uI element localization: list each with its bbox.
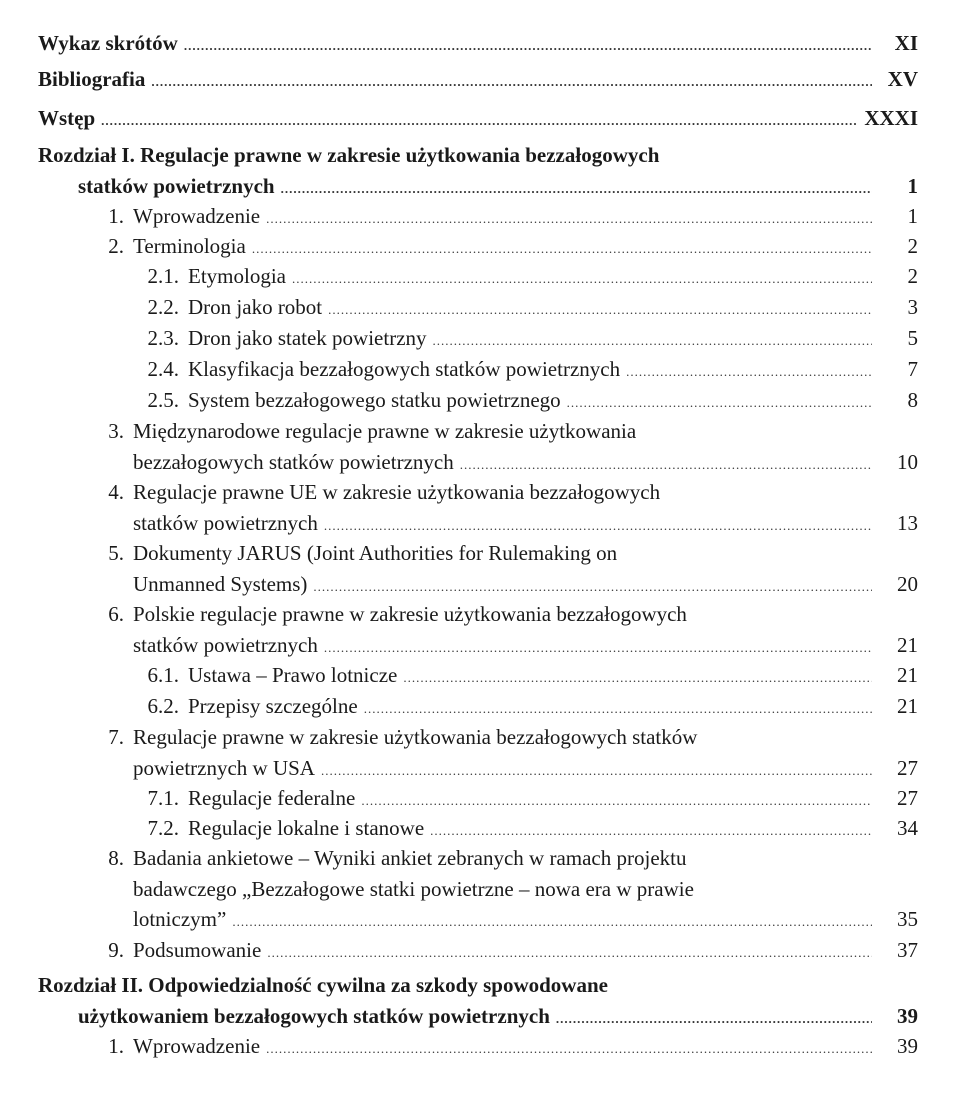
page-number: 3 [907,295,918,319]
toc-title: lotniczym” [133,907,227,931]
toc-title: Unmanned Systems) [133,571,308,596]
toc-title: powietrznych w USA [133,755,315,780]
toc-title: Wprowadzenie [133,1034,261,1058]
page-number: XI [894,31,918,55]
toc-title: Regulacje prawne UE w zakresie użytkowania bezzałogowych [133,480,661,504]
toc-title: Regulacje lokalne i stanowe [188,816,425,840]
toc-number: 7.2. [147,816,179,840]
toc-entry [38,477,918,538]
page-number: 1 [907,204,918,228]
toc-entry [38,722,918,783]
toc-entry [38,140,918,201]
toc-entry [38,385,918,416]
toc-title: Wykaz skrótów [38,31,178,55]
toc-line-leader [38,28,918,58]
dot-leader [430,816,872,846]
toc-title: statków powietrznych [133,510,318,535]
toc-line [38,970,918,1000]
page-number: 2 [907,264,918,288]
toc-line-leader [38,385,918,415]
toc-line-leader [38,508,918,538]
toc-title: bezzałogowych statków powietrznych [133,449,454,474]
dot-leader [313,572,872,602]
dot-leader [266,1034,872,1064]
toc-entry [38,292,918,323]
toc-title: Rozdział I. Regulacje prawne w zakresie użytkowania bezzałogowych [38,143,660,167]
toc-number: 5. [108,541,124,565]
toc-line-leader [38,64,918,94]
toc-title: System bezzałogowego statku powietrznego [188,388,561,412]
toc-line-leader [38,660,918,690]
toc-line-leader [38,231,918,261]
toc-title: Dron jako statek powietrzny [188,326,427,350]
toc-line-leader [38,171,918,201]
dot-leader [267,938,872,968]
dot-leader [364,694,872,724]
page-number: 7 [907,357,918,381]
page-number: 20 [897,571,918,596]
toc-line-leader [38,1001,918,1031]
toc-title: Wstęp [38,106,96,130]
page-number: 35 [897,907,918,931]
toc-number: 2.4. [147,357,179,381]
toc-number: 7.1. [147,786,179,810]
toc-title: Dron jako robot [188,295,323,319]
toc-entry [38,783,918,814]
toc-entry [38,323,918,354]
dot-leader [266,204,872,234]
toc-line-leader [38,323,918,353]
dot-leader [324,633,872,663]
toc-line [38,477,918,507]
toc-title: Przepisy szczególne [188,694,358,718]
dot-leader [460,450,872,480]
toc-number: 2.2. [147,295,179,319]
toc-line-leader [38,201,918,231]
toc-title: Polskie regulacje prawne w zakresie użytkowania bezzałogowych [133,602,687,626]
toc-entry [38,599,918,660]
toc-entry [38,354,918,385]
toc-title: Rozdział II. Odpowiedzialność cywilna za szkody spowodowane [38,973,608,997]
page-number: 21 [897,694,918,718]
toc-line-leader [38,813,918,843]
toc-number: 9. [108,938,124,962]
toc-title: Ustawa – Prawo lotnicze [188,663,398,687]
page-number: 34 [897,816,918,840]
toc-number: 1. [108,1034,124,1058]
toc-line-leader [38,630,918,660]
toc-title: Regulacje federalne [188,786,356,810]
page-number: 27 [897,755,918,780]
toc-line-leader [38,783,918,813]
toc-number: 6. [108,602,124,626]
toc-line-leader [38,103,918,133]
toc-line-leader [38,354,918,384]
toc-number: 2.5. [147,388,179,412]
toc-entry [38,261,918,292]
toc-line-leader [38,753,918,783]
toc-entry [38,935,918,966]
toc-number: 6.2. [147,694,179,718]
toc-title: użytkowaniem bezzałogowych statków powietrznych [78,1003,550,1028]
dot-leader [151,67,872,97]
toc-title: Etymologia [188,264,286,288]
toc-title: Podsumowanie [133,938,262,962]
dot-leader [324,511,872,541]
page-number: XXXI [864,106,918,130]
toc-entry [38,416,918,477]
toc-line-leader [38,1031,918,1061]
toc-line-leader [38,261,918,291]
dot-leader [252,234,872,264]
toc-entry [38,28,918,59]
toc-line [38,416,918,446]
toc-line-leader [38,935,918,965]
toc-entry [38,1031,918,1062]
toc-line-leader [38,691,918,721]
toc-line-leader [38,292,918,322]
toc-entry [38,660,918,691]
toc-line [38,538,918,568]
dot-leader [433,326,872,356]
toc-number: 1. [108,204,124,228]
page-number: XV [887,67,918,91]
toc-line [38,874,918,904]
toc-title: statków powietrznych [133,632,318,657]
toc-title: Regulacje prawne w zakresie użytkowania bezzałogowych statków [133,725,698,749]
toc-title: Terminologia [133,234,246,258]
toc-number: 2.1. [147,264,179,288]
dot-leader [321,756,872,786]
toc-entry [38,103,918,134]
toc-number: 2. [108,234,124,258]
dot-leader [361,786,872,816]
toc-number: 6.1. [147,663,179,687]
toc-title: Bibliografia [38,67,146,91]
dot-leader [556,1004,872,1034]
toc-line-leader [38,569,918,599]
page-number: 27 [897,786,918,810]
page-number: 13 [897,510,918,535]
toc-number: 3. [108,419,124,443]
toc-number: 8. [108,846,124,870]
page-number: 37 [897,938,918,962]
toc-title: Klasyfikacja bezzałogowych statków powietrznych [188,357,621,381]
toc-entry [38,64,918,95]
toc-title: Dokumenty JARUS (Joint Authorities for Rulemaking on [133,541,618,565]
page-number: 5 [907,326,918,350]
page-number: 21 [897,632,918,657]
page-number: 1 [907,173,918,198]
toc-line [38,843,918,873]
toc-entry [38,813,918,844]
toc-number: 4. [108,480,124,504]
dot-leader [292,264,872,294]
toc-title: Wprowadzenie [133,204,261,228]
toc-entry [38,691,918,722]
dot-leader [626,357,872,387]
page-number: 21 [897,663,918,687]
dot-leader [403,663,872,693]
dot-leader [232,907,872,937]
page-number: 39 [897,1034,918,1058]
toc-entry [38,970,918,1031]
toc-entry [38,231,918,262]
toc-title: statków powietrznych [78,173,275,198]
toc-title: badawczego „Bezzałogowe statki powietrzne – nowa era w prawie [133,876,694,901]
dot-leader [567,388,872,418]
toc-title: Międzynarodowe regulacje prawne w zakresie użytkowania [133,419,637,443]
toc-line-leader [38,904,918,934]
toc-number: 7. [108,725,124,749]
page-number: 39 [897,1003,918,1028]
toc-title: Badania ankietowe – Wyniki ankiet zebranych w ramach projektu [133,846,687,870]
toc-line [38,599,918,629]
dot-leader [328,295,872,325]
page-number: 10 [897,449,918,474]
page-number: 8 [907,388,918,412]
toc-entry [38,843,918,935]
dot-leader [184,31,872,61]
dot-leader [281,174,872,204]
toc-line [38,140,918,170]
toc-line [38,722,918,752]
dot-leader [101,106,858,136]
toc-number: 2.3. [147,326,179,350]
toc-entry [38,538,918,599]
toc-entry [38,201,918,232]
toc-line-leader [38,447,918,477]
page-number: 2 [907,234,918,258]
